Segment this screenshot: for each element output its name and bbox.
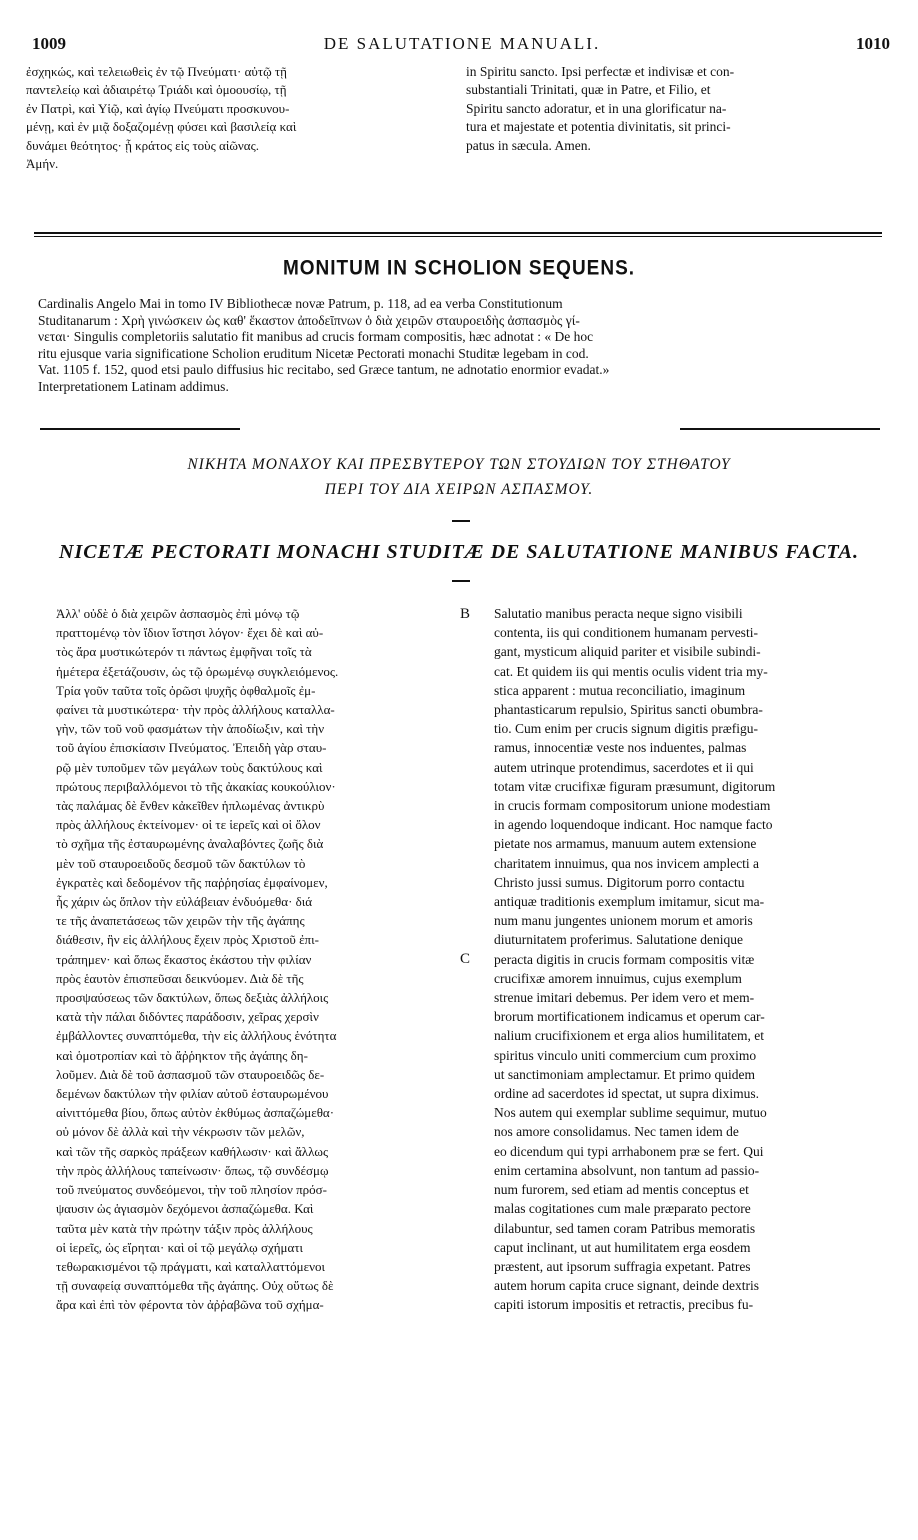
text-line: in agendo loquendoque indicant. Hoc namque facto [494, 817, 773, 833]
text-line: Vat. 1105 f. 152, quod etsi paulo diffusius hic recitabo, sed Græce tantum, ne adnotatio enormior evadat.» [38, 362, 610, 378]
text-line: capiti istorum impositis et retractis, precibus fu- [494, 1297, 754, 1313]
page-number-left: 1009 [32, 34, 66, 53]
text-line: ramus, innocentiæ veste nos induentes, palmas [494, 740, 747, 756]
text-line: ἐγκρατὲς καὶ δεδομένον τῆς παῤῥησίας ἐμφαίνομεν, [56, 874, 328, 890]
text-line: τοῦ ἁγίου ἐπισκίασιν Πνεύματος. Ἐπειδὴ γὰρ σταυ- [56, 740, 327, 756]
text-line: num manu jungentes unionem morum et amoris [494, 913, 753, 929]
text-line: peracta digitis in crucis formam compositis vitæ [494, 951, 755, 967]
text-line: Studitanarum : Χρὴ γινώσκειν ὡς καθ' ἕκαστον ἀποδεῖπνων ὁ διὰ χειρῶν σταυροειδὴς ἀσπασμὸς γί- [38, 312, 580, 328]
text-line: πρώτους περιβαλλόμενοι τὸ τῆς ἀκακίας κουκούλιον· [56, 778, 336, 794]
text-line: μένῃ, καὶ ἐν μιᾷ δοξαζομένῃ φύσει καὶ βασιλείᾳ καὶ [26, 119, 297, 135]
text-line: τὸς ἄρα μυστικώτερόν τι πάντως ἐμφῆναι τοῖς τὰ [56, 644, 312, 660]
top-greek-column [26, 63, 458, 173]
divider-right [680, 428, 880, 430]
text-line: καὶ ὁμοτροπίαν καὶ τὸ ἄῤῥηκτον τῆς ἀγάπης δη- [56, 1047, 308, 1063]
text-line: ρῷ μὲν τυποῦμεν τῶν μεγάλων τοὺς δακτύλους καὶ [56, 759, 323, 775]
margin-marker-b: B [460, 606, 471, 622]
text-line: substantiali Trinitati, quæ in Patre, et Filio, et [466, 82, 711, 98]
title-dash [452, 580, 470, 582]
text-line: eo dicendum qui typi arrhabonem præ se fert. Qui [494, 1143, 764, 1159]
text-line: totam vitæ crucifixæ figuram præsumunt, digitorum [494, 778, 776, 794]
greek-title-line-2: ΠΕΡΙ ΤΟΥ ΔΙΑ ΧΕΙΡΩΝ ΑΣΠΑΣΜΟΥ. [324, 481, 594, 498]
text-line: διάθεσιν, ἣν εἰς ἀλλήλους ἔχειν πρὸς Χριστοῦ ἐπι- [56, 932, 319, 948]
text-line: νεται· Singulis completoriis salutatio fit manibus ad crucis formam compositis, hæc adnotat : « De hoc [38, 329, 594, 345]
text-line: καὶ τῶν τῆς σαρκὸς πράξεων καθήλωσιν· καὶ ἄλλως [56, 1143, 329, 1159]
text-line: in Spiritu sancto. Ipsi perfectæ et indivisæ et con- [466, 64, 735, 79]
text-line: Nos autem qui exemplar sublime sequimur, mutuo [494, 1105, 767, 1121]
text-line: pietate nos armamus, manuum autem extensione [494, 836, 757, 852]
text-line: in crucis formam compositorum unione modestiam [494, 798, 771, 814]
text-line: πρὸς ἑαυτὸν ἐπισπεῦσαι δεικνύομεν. Διὰ δὲ τῆς [56, 970, 304, 986]
text-line: δυνάμει θεότητος· ᾗ κράτος εἰς τοὺς αἰῶνας. [26, 137, 259, 153]
running-header [28, 34, 896, 60]
divider-left [40, 428, 240, 430]
text-line: ritu ejusque varia significatione Scholion eruditum Nicetæ Pectorati monachi Studitæ legebam in cod. [38, 345, 589, 361]
text-line: phantasticarum repulsio, Spiritus sancti obumbra- [494, 702, 763, 718]
text-line: ἐν Πατρὶ, καὶ Υἱῷ, καὶ ἁγίῳ Πνεύματι προσκυνου- [26, 100, 290, 116]
running-title: DE SALUTATIONE MANUALI. [323, 34, 601, 53]
page-number-right: 1010 [856, 34, 890, 53]
text-line: τὴν πρὸς ἀλλήλους ταπείνωσιν· ὅπως, τῷ συνδέσμῳ [56, 1162, 329, 1178]
text-line: crucifixæ amorem innuimus, cujus exemplum [494, 970, 742, 986]
text-line: Christo jussi sumus. Digitorum porro contactu [494, 874, 745, 890]
text-line: τε τῆς ἀναπετάσεως τῶν χειρῶν τὴν τῆς ἀγάπης [56, 913, 305, 929]
monitum-heading: MONITUM IN SCHOLION SEQUENS. [282, 256, 636, 280]
text-line: præstent, aut ipsorum suffragia expetant. Patres [494, 1258, 751, 1274]
text-line: ἡμέτερα ἐξετάζουσιν, ὡς τῷ ὁρωμένῳ συγκλειόμενος. [56, 663, 339, 679]
text-line: Cardinalis Angelo Mai in tomo IV Bibliothecæ novæ Patrum, p. 118, ad ea verba Constitutionum [38, 296, 563, 311]
text-line: enim certamina absolvunt, non tantum ad passio- [494, 1162, 760, 1178]
text-line: dilabuntur, sed tamen coram Patribus memoratis [494, 1220, 756, 1236]
title-dash [452, 520, 470, 522]
text-line: ταῦτα μὲν κατὰ τὴν πρώτην τάξιν πρὸς ἀλλήλους [56, 1220, 313, 1236]
text-line: antiquæ traditionis exemplum imitamur, sicut ma- [494, 894, 765, 910]
text-line: τῇ συναφείᾳ συναπτόμεθα τῆς ἀγάπης. Οὐχ οὕτως δὲ [56, 1278, 334, 1294]
text-line: προσψαύσεως τῶν δακτύλων, ὅπως δεξιὰς ἀλλήλοις [56, 990, 329, 1006]
text-line: οἱ ἱερεῖς, ὡς εἴρηται· καὶ οἱ τῷ μεγάλῳ σχήματι [56, 1239, 304, 1255]
margin-marker-c: C [460, 951, 471, 967]
text-line: ordine ad sacerdotes id spectat, ut supra diximus. [494, 1086, 760, 1102]
text-line: nos amore consolidamus. Nec tamen idem de [494, 1124, 739, 1140]
greek-title-line-1: ΝΙΚΗΤΑ ΜΟΝΑΧΟΥ ΚΑΙ ΠΡΕΣΒΥΤΕΡΟΥ ΤΩΝ ΣΤΟΥΔΙΩΝ ΤΟΥ ΣΤΗΘΑΤΟΥ [187, 456, 731, 473]
text-line: cat. Et quidem iis qui mentis oculis vident tria my- [494, 663, 768, 679]
text-line: autem horum capita cruce signant, deinde dextris [494, 1278, 760, 1294]
text-line: diuturnitatem proferimus. Salutatione denique [494, 932, 743, 948]
text-line: ἐμβάλλοντες συναπτόμεθα, τὴν εἰς ἀλλήλους ἑνότητα [56, 1028, 337, 1044]
text-line: τοῦ πνεύματος συνδεόμενοι, τὴν τοῦ πλησίον πρόσ- [56, 1182, 327, 1198]
text-line: τράπημεν· καὶ ὅπως ἕκαστος ἑκάστου τὴν φιλίαν [56, 951, 312, 967]
text-line: num furorem, sed etiam ad mentis conceptus et [494, 1182, 749, 1198]
text-line: μὲν τοῦ σταυροειδοῦς δεσμοῦ τῶν δακτύλων τὸ [56, 855, 306, 871]
section-divider [34, 232, 882, 234]
text-line: αἰνιττόμεθα βίου, ὅπως αὐτὸν ἐκθύμως ἀσπαζώμεθα· [56, 1105, 335, 1121]
text-line: gant, mysticum aliquid pariter et visibile subindi- [494, 644, 761, 660]
text-line: κατὰ τὴν πάλαι διδόντες παράδοσιν, χεῖρας χερσὶν [56, 1009, 319, 1025]
top-latin-column [466, 63, 896, 155]
text-line: stica apparent : mutua reconciliatio, imaginum [494, 682, 746, 698]
text-line: patus in sæcula. Amen. [466, 137, 591, 153]
text-line: Spiritu sancto adoratur, et in una glorificatur na- [466, 100, 727, 116]
text-line: strenue imitari debemus. Per idem vero et mem- [494, 990, 755, 1006]
text-line: δεμένων δακτύλων τὴν φιλίαν αὐτοῦ ἐσταυρωμένου [56, 1086, 329, 1102]
text-line: παντελείῳ καὶ ἀδιαιρέτῳ Τριάδι καὶ ὁμοουσίῳ, τῇ [26, 82, 287, 98]
text-line: nalium crucifixionem et erga alios humilitatem, et [494, 1028, 765, 1044]
text-line: Interpretationem Latinam addimus. [38, 378, 229, 394]
latin-title: NICETÆ PECTORATI MONACHI STUDITÆ DE SALUTATIONE MANIBUS FACTA. [59, 541, 859, 563]
main-latin-column [494, 604, 886, 1315]
text-line: φαίνει τὰ μυστικώτερα· τὴν πρὸς ἀλλήλους καταλλα- [56, 702, 335, 718]
text-line: ut sanctimoniam amplectamur. Et primo quidem [494, 1066, 755, 1082]
text-line: tio. Cum enim per crucis signum digitis præfigu- [494, 721, 758, 737]
main-greek-column [56, 604, 456, 1315]
text-line: ψαυσιν ὡς ἁγιασμὸν δεχόμενοι ἀσπαζώμεθα. Καὶ [56, 1201, 314, 1217]
text-line: τεθωρακισμένοι τῷ πράγματι, καὶ καταλλαττόμενοι [56, 1258, 325, 1274]
text-line: autem utrinque protendimus, sacerdotes et ii qui [494, 759, 754, 775]
text-line: ἐσχηκώς, καὶ τελειωθεὶς ἐν τῷ Πνεύματι· αὐτῷ τῇ [26, 64, 287, 79]
text-line: τὸ σχῆμα τῆς ἐσταυρωμένης ἀναλαβόντες ζωῆς διὰ [56, 836, 324, 852]
text-line: brorum mortificationem indicamus et operum car- [494, 1009, 765, 1025]
text-line: charitatem innuimus, qua nos invicem amplecti a [494, 855, 760, 871]
monitum-paragraph [38, 296, 886, 396]
section-divider-thin [34, 236, 882, 237]
text-line: οὐ μόνον δὲ ἀλλὰ καὶ τὴν νέκρωσιν τῶν μελῶν, [56, 1124, 305, 1140]
text-line: γὴν, τῶν τοῦ νοῦ φασμάτων τὴν ἀποδίωξιν, καὶ τὴν [56, 721, 325, 737]
text-line: Ἀμήν. [26, 156, 59, 172]
text-line: spiritus vinculo uniti commercium cum proximo [494, 1047, 757, 1063]
text-line: τὰς παλάμας δὲ ἔνθεν κἀκεῖθεν ἡπλωμένας ἀντικρὺ [56, 798, 325, 814]
text-line: Τρία γοῦν ταῦτα τοῖς ὀρῶσι ψυχῆς ὀφθαλμοῖς ἐμ- [56, 682, 316, 698]
text-line: malas cogitationes cum male præparato pectore [494, 1201, 751, 1217]
text-line: ἄρα καὶ ἐπὶ τὸν φέροντα τὸν ἀῤῥαβῶνα τοῦ σχήμα- [56, 1297, 324, 1313]
text-line: πραττομένῳ τὸν ἴδιον ἵστησι λόγον· ἔχει δὲ καὶ αὐ- [56, 625, 324, 641]
text-line: πρὸς ἀλλήλους ἐκτείνομεν· οἱ τε ἱερεῖς καὶ οἱ ὅλον [56, 817, 321, 833]
text-line: contenta, iis qui conditionem humanam pervesti- [494, 625, 758, 641]
text-line: Ἀλλ' οὐδὲ ὁ διὰ χειρῶν ἀσπασμὸς ἐπὶ μόνῳ τῷ [56, 606, 300, 621]
text-line: Salutatio manibus peracta neque signo visibili [494, 606, 743, 621]
text-line: ἧς χάριν ὡς ὅπλον τὴν εὐλάβειαν ἐνδυόμεθα· διά [56, 894, 313, 910]
text-line: λοῦμεν. Διὰ δὲ τοῦ ἀσπασμοῦ τῶν σταυροειδῶς δε- [56, 1066, 325, 1082]
text-line: caput inclinant, ut aut humilitatem erga eosdem [494, 1239, 751, 1255]
text-line: tura et majestate et potentia divinitatis, sit princi- [466, 119, 731, 135]
